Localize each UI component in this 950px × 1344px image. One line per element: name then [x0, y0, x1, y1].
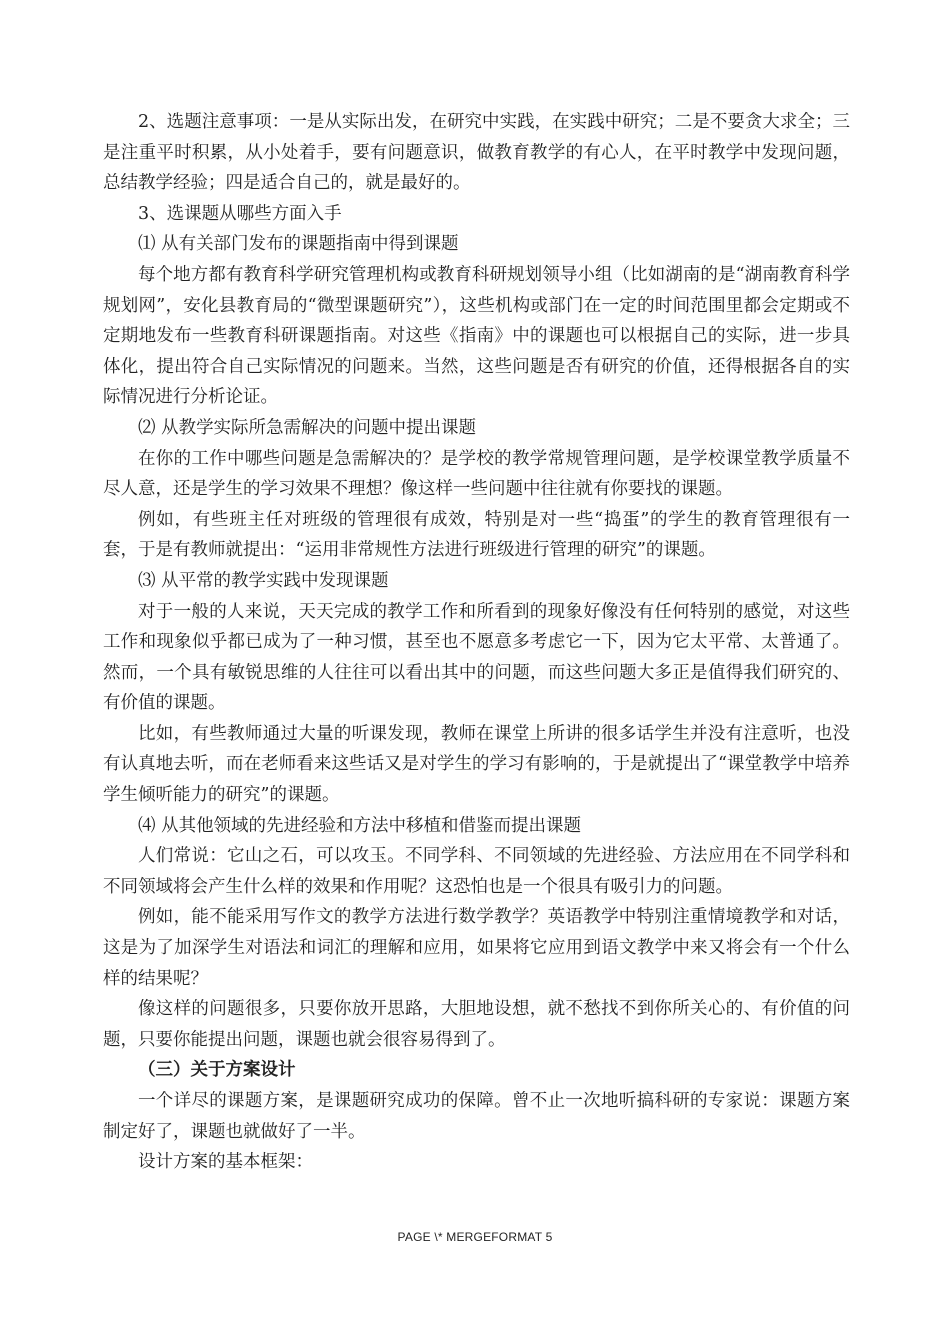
paragraph-item-4-example: 例如，能不能采用写作文的教学方法进行数学教学？英语教学中特别注重情境教学和对话，这是为了加深学生对语法和词汇的理解和应用，如果将它应用到语文教学中来又将会有一个什么样的结果呢？ — [103, 907, 850, 989]
paragraph-item-2-example: 例如，有些班主任对班级的管理很有成效，特别是对一些“捣蛋”的学生的教育管理很有一套，于是有教师就提出：“运用非常规性方法进行班级进行管理的研究”的课题。 — [103, 509, 850, 561]
paragraph-section-3-title: 3、选课题从哪些方面入手 — [138, 203, 342, 224]
paragraph-summary: 像这样的问题很多，只要你放开思路，大胆地设想，就不愁找不到你所关心的、有价值的问题，只要你能提出问题，课题也就会很容易得到了。 — [103, 999, 850, 1050]
paragraph-item-3-body: 对于一般的人来说，天天完成的教学工作和所看到的现象好像没有任何特别的感觉，对这些工作和现象似乎都已成为了一种习惯，甚至也不愿意多考虑它一下，因为它太平常、太普通了。然而，一个具有敏锐思维的人往往可以看出其中的问题，而这些问题大多正是值得我们研究的、有价值的课题。 — [103, 601, 850, 714]
paragraph-item-2-body: 在你的工作中哪些问题是急需解决的？是学校的教学常规管理问题，是学校课堂教学质量不尽人意，还是学生的学习效果不理想？像这样一些问题中往往就有你要找的课题。 — [103, 448, 850, 500]
paragraph-item-3-title: ⑶ 从平常的教学实践中发现课题 — [138, 570, 389, 591]
paragraph-plan-framework: 设计方案的基本框架： — [138, 1152, 313, 1173]
paragraph-item-4-title: ⑷ 从其他领域的先进经验和方法中移植和借鉴而提出课题 — [138, 815, 582, 836]
page-footer: PAGE \* MERGEFORMAT 5 — [397, 1230, 553, 1244]
section-heading-plan-design: （三）关于方案设计 — [138, 1060, 296, 1081]
paragraph-item-4-body: 人们常说：它山之石，可以攻玉。不同学科、不同领域的先进经验、方法应用在不同学科和不同领域将会产生什么样的效果和作用呢？这恐怕也是一个很具有吸引力的问题。 — [103, 846, 850, 897]
paragraph-item-1-body: 每个地方都有教育科学研究管理机构或教育科研规划领导小组（比如湖南的是“湖南教育科学规划网”，安化县教育局的“微型课题研究”），这些机构或部门在一定的时间范围里都会定期或不定期地发布一些教育科研课题指南。对这些《指南》中的课题也可以根据自己的实际，进一步具体化，提出符合自己实际情况的问题来。当然，这些问题是否有研究的价值，还得根据各自的实际情况进行分析论证。 — [103, 264, 850, 408]
paragraph-plan-intro: 一个详尽的课题方案，是课题研究成功的保障。曾不止一次地听搞科研的专家说：课题方案制定好了，课题也就做好了一半。 — [103, 1091, 850, 1142]
document-body — [103, 107, 850, 1178]
paragraph-item-1-title: ⑴ 从有关部门发布的课题指南中得到课题 — [138, 234, 459, 255]
paragraph-item-2-title: ⑵ 从教学实际所急需解决的问题中提出课题 — [138, 417, 477, 438]
paragraph-item-3-example: 比如，有些教师通过大量的听课发现，教师在课堂上所讲的很多话学生并没有注意听，也没有认真地去听，而在老师看来这些话又是对学生的学习有影响的，于是就提出了“课堂教学中培养学生倾听能力的研究”的课题。 — [103, 723, 850, 806]
paragraph-topic-notes: 2、选题注意事项：一是从实际出发，在研究中实践，在实践中研究；二是不要贪大求全；三是注重平时积累，从小处着手，要有问题意识，做教育教学的有心人，在平时教学中发现问题，总结教学经验；四是适合自己的，就是最好的。 — [103, 112, 850, 194]
